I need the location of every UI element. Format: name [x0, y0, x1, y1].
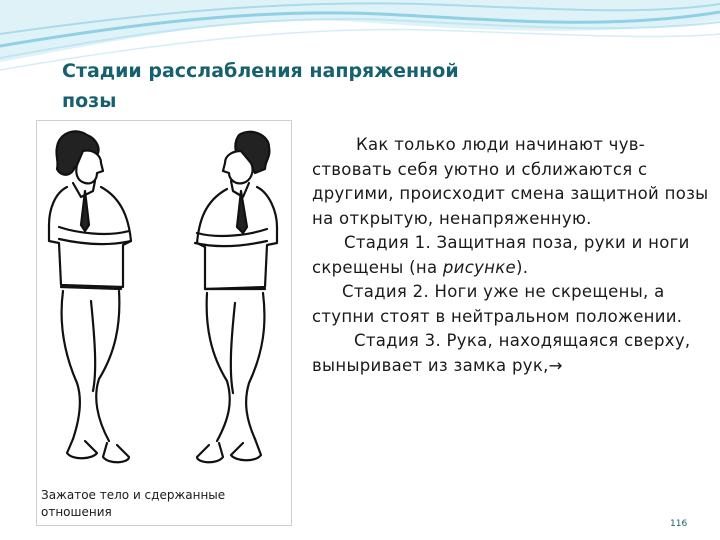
- slide-title: [62, 56, 542, 116]
- caption-line-2: отношения: [41, 505, 112, 519]
- stage-1-text-end: ).: [515, 257, 529, 277]
- paragraph-stage-3: Стадия 3. Рука, находящаяся сверху, выныривает из замка рук,→: [312, 331, 691, 375]
- paragraph-intro: Как только люди начинают чув-ствовать себя уютно и сближаются с другими, происходит смена защитной позы на открытую, ненапряженную.: [312, 135, 709, 228]
- stage-1-text: Стадия 1. Защитная поза, руки и ноги скрещены (на: [312, 233, 690, 277]
- caption-line-1: Зажатое тело и сдержанные: [41, 488, 226, 502]
- two-men-crossed-arms-illustration: [37, 121, 291, 481]
- body-text-block: [312, 133, 714, 378]
- illustration-frame: [36, 120, 292, 526]
- title-line-2: позы: [62, 90, 117, 112]
- paragraph-stage-2: Стадия 2. Ноги уже не скрещены, а ступни стоят в нейтральном положении.: [312, 282, 683, 326]
- stage-1-italic-word: рисунке: [442, 257, 516, 277]
- title-line-1: Стадии расслабления напряженной: [62, 60, 459, 82]
- page-number: 116: [670, 519, 688, 529]
- paragraph-stage-1: [312, 231, 714, 280]
- figure-caption: [41, 487, 287, 521]
